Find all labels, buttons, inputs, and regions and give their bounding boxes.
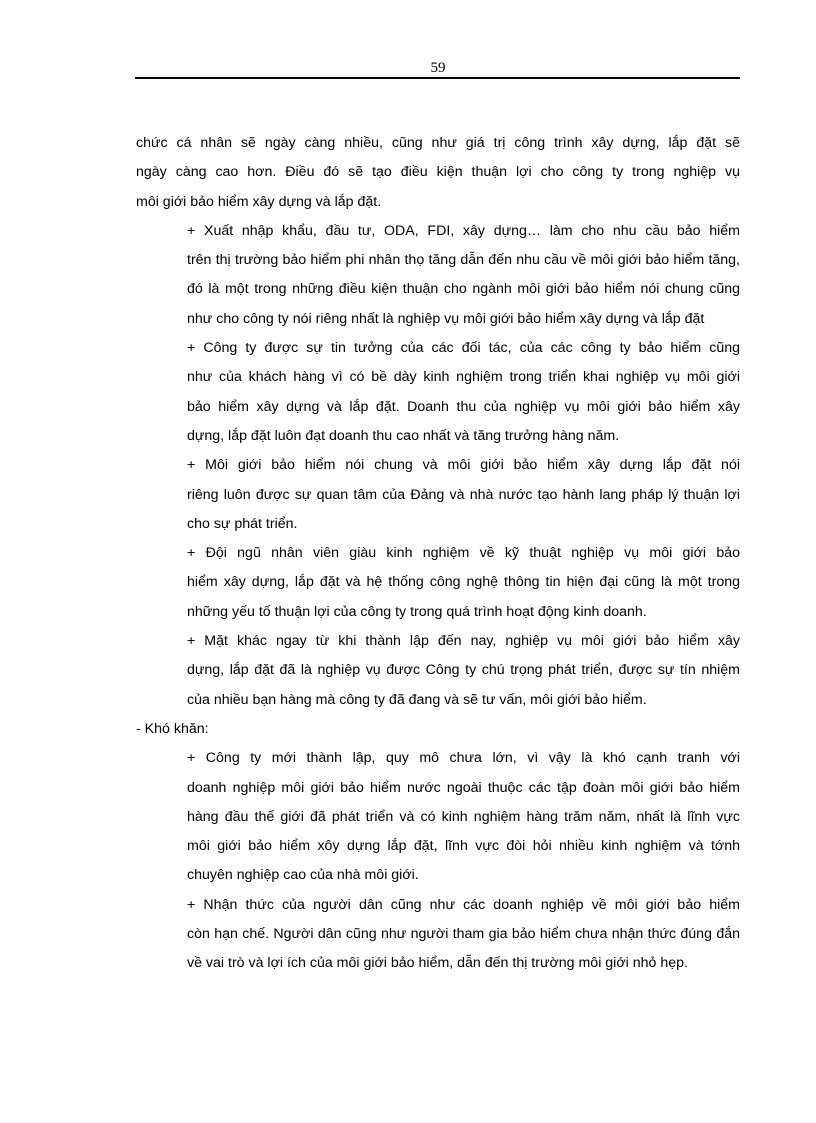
text-line: cho sự phát triển.	[187, 515, 298, 532]
header-divider	[135, 77, 740, 79]
text-line: hàng đầu thế giới đã phát triển và có kinh nghiệm hàng trăm năm, nhất là lĩnh vực	[187, 808, 740, 825]
page-number: 59	[430, 60, 446, 76]
text-line: + Môi giới bảo hiểm nói chung và môi giới bảo hiểm xây dựng lắp đặt nói	[187, 457, 740, 474]
paragraph-competition	[136, 744, 740, 890]
text-line: ngày càng cao hơn. Điều đó sẽ tạo điều kiện thuận lợi cho công ty trong nghiệp vụ	[136, 164, 740, 181]
paragraph-continuation	[136, 129, 740, 217]
section-heading-difficulties	[136, 715, 740, 744]
text-line: về vai trò và lợi ích của môi giới bảo hiểm, dẫn đến thị trường môi giới nhỏ hẹp.	[187, 955, 688, 972]
text-line: hiểm xây dựng, lắp đặt và hệ thống công nghệ thông tin hiện đại cũng là một trong	[187, 574, 740, 591]
text-line: đó là một trong những điều kiện thuận cho ngành môi giới bảo hiểm nói chung cũng	[187, 281, 740, 298]
text-line: những yếu tố thuận lợi của công ty trong quá trình hoạt động kinh doanh.	[187, 603, 647, 620]
text-line: dựng, lắp đặt luôn đạt doanh thu cao nhất và tăng trưởng hàng năm.	[187, 427, 620, 444]
text-line: bảo hiểm xây dựng và lắp đặt. Doanh thu của nghiệp vụ môi giới bảo hiểm xây	[187, 398, 740, 415]
document-body	[136, 129, 740, 979]
paragraph-trust	[136, 334, 740, 451]
paragraph-staff	[136, 539, 740, 627]
text-line: + Nhận thức của người dân cũng như các doanh nghiệp về môi giới bảo hiểm	[187, 896, 740, 913]
paragraph-awareness	[136, 891, 740, 979]
text-line: chuyên nghiệp cao của nhà môi giới.	[187, 867, 419, 884]
text-line: như của khách hàng vì có bề dày kinh nghiệm trong triển khai nghiệp vụ môi giới	[187, 369, 740, 386]
paragraph-state-support	[136, 451, 740, 539]
text-line: + Đội ngũ nhân viên giàu kinh nghiệm về kỹ thuật nghiệp vụ môi giới bảo	[187, 545, 740, 562]
text-line: của nhiều bạn hàng mà công ty đã đang và sẽ tư vấn, môi giới bảo hiểm.	[187, 691, 647, 708]
paragraph-focus	[136, 627, 740, 715]
text-line: + Công ty mới thành lập, quy mô chưa lớn, vì vậy là khó cạnh tranh với	[187, 750, 740, 767]
text-line: doanh nghiệp môi giới bảo hiểm nước ngoài thuộc các tập đoàn môi giới bảo hiểm	[187, 779, 740, 796]
paragraph-import-export	[136, 217, 740, 334]
text-line: như cho công ty nói riêng nhất là nghiệp vụ môi giới bảo hiểm xây dựng và lắp đặt	[187, 310, 705, 327]
text-line: dựng, lắp đặt đã là nghiệp vụ được Công ty chú trọng phát triển, được sự tín nhiệm	[187, 662, 740, 679]
text-line: + Công ty được sự tin tưởng của các đối tác, của các công ty bảo hiểm cũng	[187, 340, 740, 357]
text-line: trên thị trường bảo hiểm phi nhân thọ tăng dẫn đến nhu cầu về môi giới bảo hiểm tăng,	[187, 252, 740, 269]
text-line: - Khó khăn:	[136, 720, 209, 737]
text-line: + Xuất nhập khẩu, đầu tư, ODA, FDI, xây dựng… làm cho nhu cầu bảo hiểm	[187, 222, 740, 239]
text-line: còn hạn chế. Người dân cũng như người tham gia bảo hiểm chưa nhận thức đúng đắn	[187, 926, 740, 943]
text-line: môi giới bảo hiểm xây dựng và lắp đặt.	[136, 193, 382, 210]
text-line: riêng luôn được sự quan tâm của Đảng và nhà nước tạo hành lang pháp lý thuận lợi	[187, 486, 740, 503]
text-line: chức cá nhân sẽ ngày càng nhiều, cũng như giá trị công trình xây dựng, lắp đặt sẽ	[136, 135, 740, 151]
text-line: + Mặt khác ngay từ khi thành lập đến nay, nghiệp vụ môi giới bảo hiểm xây	[187, 633, 740, 650]
text-line: môi giới bảo hiểm xôy dựng lắp đặt, lĩnh vực đòi hỏi nhiều kinh nghiệm và tớnh	[187, 838, 740, 855]
